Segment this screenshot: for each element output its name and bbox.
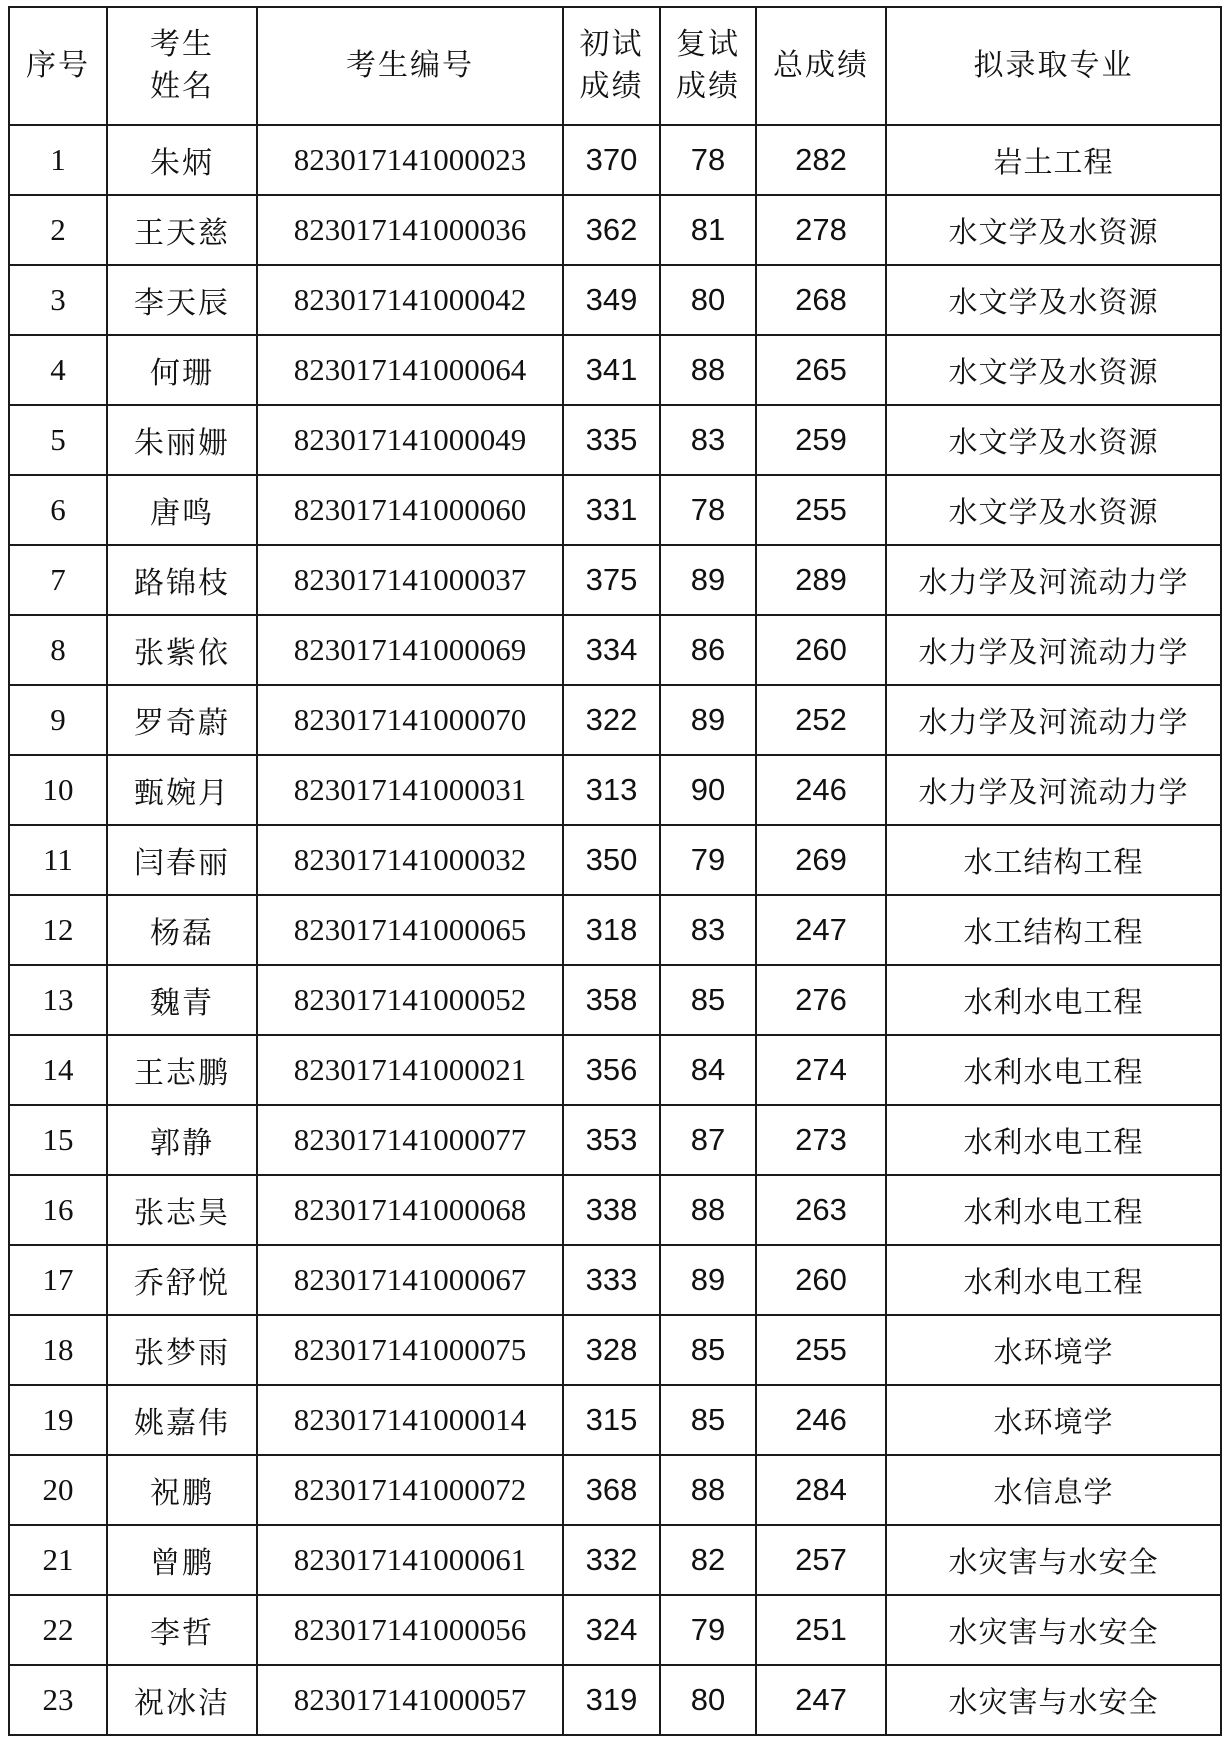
cell-name: 朱炳 <box>107 125 257 195</box>
table-row <box>9 1035 1221 1105</box>
cell-retest: 86 <box>660 615 756 685</box>
table-row <box>9 545 1221 615</box>
table-body <box>9 125 1221 1735</box>
cell-total: 282 <box>756 125 886 195</box>
cell-total: 268 <box>756 265 886 335</box>
cell-initial: 356 <box>563 1035 660 1105</box>
cell-name: 姚嘉伟 <box>107 1385 257 1455</box>
cell-id: 823017141000072 <box>257 1455 563 1525</box>
cell-name: 朱丽姗 <box>107 405 257 475</box>
cell-retest: 85 <box>660 1385 756 1455</box>
cell-major: 水利水电工程 <box>886 965 1221 1035</box>
cell-total: 247 <box>756 1665 886 1735</box>
cell-initial: 341 <box>563 335 660 405</box>
cell-name: 李天辰 <box>107 265 257 335</box>
table-row <box>9 265 1221 335</box>
cell-id: 823017141000057 <box>257 1665 563 1735</box>
cell-major: 水利水电工程 <box>886 1245 1221 1315</box>
header-id: 考生编号 <box>257 7 563 125</box>
cell-id: 823017141000056 <box>257 1595 563 1665</box>
table-row <box>9 1525 1221 1595</box>
cell-total: 265 <box>756 335 886 405</box>
cell-seq: 5 <box>9 405 107 475</box>
cell-name: 张紫依 <box>107 615 257 685</box>
cell-retest: 80 <box>660 1665 756 1735</box>
cell-seq: 3 <box>9 265 107 335</box>
cell-retest: 88 <box>660 335 756 405</box>
cell-name: 甄婉月 <box>107 755 257 825</box>
cell-total: 252 <box>756 685 886 755</box>
cell-total: 289 <box>756 545 886 615</box>
cell-initial: 362 <box>563 195 660 265</box>
cell-major: 水文学及水资源 <box>886 475 1221 545</box>
cell-retest: 89 <box>660 545 756 615</box>
cell-id: 823017141000068 <box>257 1175 563 1245</box>
cell-name: 何珊 <box>107 335 257 405</box>
cell-total: 263 <box>756 1175 886 1245</box>
cell-initial: 322 <box>563 685 660 755</box>
table-row <box>9 1665 1221 1735</box>
cell-seq: 4 <box>9 335 107 405</box>
cell-major: 水工结构工程 <box>886 825 1221 895</box>
cell-name: 魏青 <box>107 965 257 1035</box>
cell-major: 水环境学 <box>886 1385 1221 1455</box>
cell-seq: 12 <box>9 895 107 965</box>
cell-seq: 7 <box>9 545 107 615</box>
cell-seq: 16 <box>9 1175 107 1245</box>
cell-retest: 78 <box>660 475 756 545</box>
cell-id: 823017141000052 <box>257 965 563 1035</box>
cell-major: 水力学及河流动力学 <box>886 755 1221 825</box>
cell-name: 张梦雨 <box>107 1315 257 1385</box>
cell-retest: 83 <box>660 895 756 965</box>
table-row <box>9 895 1221 965</box>
cell-id: 823017141000064 <box>257 335 563 405</box>
cell-name: 路锦枝 <box>107 545 257 615</box>
cell-retest: 85 <box>660 1315 756 1385</box>
cell-initial: 350 <box>563 825 660 895</box>
cell-retest: 87 <box>660 1105 756 1175</box>
cell-name: 曾鹏 <box>107 1525 257 1595</box>
cell-total: 260 <box>756 615 886 685</box>
cell-major: 水力学及河流动力学 <box>886 545 1221 615</box>
table-row <box>9 195 1221 265</box>
cell-name: 李哲 <box>107 1595 257 1665</box>
cell-total: 247 <box>756 895 886 965</box>
cell-retest: 84 <box>660 1035 756 1105</box>
header-major: 拟录取专业 <box>886 7 1221 125</box>
cell-seq: 20 <box>9 1455 107 1525</box>
cell-initial: 335 <box>563 405 660 475</box>
cell-name: 罗奇蔚 <box>107 685 257 755</box>
table-row <box>9 475 1221 545</box>
cell-initial: 331 <box>563 475 660 545</box>
table-row <box>9 125 1221 195</box>
cell-major: 水利水电工程 <box>886 1175 1221 1245</box>
cell-total: 246 <box>756 1385 886 1455</box>
header-retest: 复试成绩 <box>660 7 756 125</box>
cell-name: 杨磊 <box>107 895 257 965</box>
cell-total: 284 <box>756 1455 886 1525</box>
cell-seq: 8 <box>9 615 107 685</box>
table-row <box>9 1595 1221 1665</box>
cell-initial: 315 <box>563 1385 660 1455</box>
cell-name: 祝鹏 <box>107 1455 257 1525</box>
cell-retest: 89 <box>660 685 756 755</box>
cell-id: 823017141000067 <box>257 1245 563 1315</box>
cell-seq: 6 <box>9 475 107 545</box>
cell-name: 闫春丽 <box>107 825 257 895</box>
cell-seq: 13 <box>9 965 107 1035</box>
table-row <box>9 755 1221 825</box>
cell-seq: 14 <box>9 1035 107 1105</box>
cell-id: 823017141000077 <box>257 1105 563 1175</box>
cell-retest: 85 <box>660 965 756 1035</box>
cell-major: 水环境学 <box>886 1315 1221 1385</box>
cell-seq: 1 <box>9 125 107 195</box>
cell-retest: 78 <box>660 125 756 195</box>
cell-major: 水利水电工程 <box>886 1035 1221 1105</box>
table-row <box>9 1105 1221 1175</box>
cell-major: 水文学及水资源 <box>886 265 1221 335</box>
header-initial: 初试成绩 <box>563 7 660 125</box>
table-row <box>9 965 1221 1035</box>
cell-major: 水文学及水资源 <box>886 195 1221 265</box>
cell-initial: 328 <box>563 1315 660 1385</box>
cell-retest: 88 <box>660 1455 756 1525</box>
cell-initial: 349 <box>563 265 660 335</box>
cell-id: 823017141000061 <box>257 1525 563 1595</box>
cell-retest: 80 <box>660 265 756 335</box>
cell-seq: 2 <box>9 195 107 265</box>
cell-seq: 17 <box>9 1245 107 1315</box>
table-row <box>9 825 1221 895</box>
cell-total: 259 <box>756 405 886 475</box>
cell-id: 823017141000037 <box>257 545 563 615</box>
cell-initial: 375 <box>563 545 660 615</box>
cell-id: 823017141000049 <box>257 405 563 475</box>
cell-retest: 82 <box>660 1525 756 1595</box>
cell-id: 823017141000014 <box>257 1385 563 1455</box>
header-name: 考生姓名 <box>107 7 257 125</box>
cell-retest: 81 <box>660 195 756 265</box>
cell-initial: 353 <box>563 1105 660 1175</box>
cell-seq: 23 <box>9 1665 107 1735</box>
cell-name: 祝冰洁 <box>107 1665 257 1735</box>
cell-initial: 324 <box>563 1595 660 1665</box>
cell-seq: 21 <box>9 1525 107 1595</box>
cell-major: 水灾害与水安全 <box>886 1665 1221 1735</box>
cell-total: 251 <box>756 1595 886 1665</box>
cell-major: 水文学及水资源 <box>886 335 1221 405</box>
header-total: 总成绩 <box>756 7 886 125</box>
cell-seq: 11 <box>9 825 107 895</box>
cell-seq: 10 <box>9 755 107 825</box>
cell-seq: 9 <box>9 685 107 755</box>
cell-total: 260 <box>756 1245 886 1315</box>
cell-initial: 368 <box>563 1455 660 1525</box>
cell-total: 276 <box>756 965 886 1035</box>
cell-major: 水灾害与水安全 <box>886 1525 1221 1595</box>
cell-major: 水力学及河流动力学 <box>886 685 1221 755</box>
cell-id: 823017141000021 <box>257 1035 563 1105</box>
header-row <box>9 7 1221 125</box>
cell-initial: 318 <box>563 895 660 965</box>
cell-major: 水信息学 <box>886 1455 1221 1525</box>
cell-total: 269 <box>756 825 886 895</box>
cell-major: 水力学及河流动力学 <box>886 615 1221 685</box>
cell-name: 唐鸣 <box>107 475 257 545</box>
table-row <box>9 335 1221 405</box>
table-row <box>9 1245 1221 1315</box>
table-row <box>9 1385 1221 1455</box>
cell-seq: 22 <box>9 1595 107 1665</box>
header-seq: 序号 <box>9 7 107 125</box>
table-row <box>9 685 1221 755</box>
cell-major: 水灾害与水安全 <box>886 1595 1221 1665</box>
cell-major: 水利水电工程 <box>886 1105 1221 1175</box>
cell-major: 岩土工程 <box>886 125 1221 195</box>
cell-initial: 313 <box>563 755 660 825</box>
cell-initial: 334 <box>563 615 660 685</box>
cell-major: 水文学及水资源 <box>886 405 1221 475</box>
cell-id: 823017141000065 <box>257 895 563 965</box>
cell-name: 郭静 <box>107 1105 257 1175</box>
table-row <box>9 1175 1221 1245</box>
table-row <box>9 405 1221 475</box>
cell-name: 王志鹏 <box>107 1035 257 1105</box>
cell-initial: 358 <box>563 965 660 1035</box>
cell-total: 246 <box>756 755 886 825</box>
cell-initial: 332 <box>563 1525 660 1595</box>
cell-name: 张志昊 <box>107 1175 257 1245</box>
cell-retest: 79 <box>660 825 756 895</box>
table-row <box>9 1315 1221 1385</box>
cell-id: 823017141000031 <box>257 755 563 825</box>
cell-id: 823017141000060 <box>257 475 563 545</box>
cell-id: 823017141000075 <box>257 1315 563 1385</box>
cell-total: 255 <box>756 1315 886 1385</box>
cell-initial: 319 <box>563 1665 660 1735</box>
cell-initial: 338 <box>563 1175 660 1245</box>
cell-retest: 90 <box>660 755 756 825</box>
table-row <box>9 1455 1221 1525</box>
cell-total: 255 <box>756 475 886 545</box>
table-row <box>9 615 1221 685</box>
cell-total: 257 <box>756 1525 886 1595</box>
cell-name: 乔舒悦 <box>107 1245 257 1315</box>
cell-id: 823017141000036 <box>257 195 563 265</box>
cell-id: 823017141000069 <box>257 615 563 685</box>
cell-major: 水工结构工程 <box>886 895 1221 965</box>
cell-retest: 83 <box>660 405 756 475</box>
cell-id: 823017141000070 <box>257 685 563 755</box>
cell-seq: 18 <box>9 1315 107 1385</box>
cell-initial: 370 <box>563 125 660 195</box>
cell-retest: 79 <box>660 1595 756 1665</box>
cell-id: 823017141000023 <box>257 125 563 195</box>
cell-seq: 19 <box>9 1385 107 1455</box>
cell-id: 823017141000032 <box>257 825 563 895</box>
cell-id: 823017141000042 <box>257 265 563 335</box>
cell-name: 王天慈 <box>107 195 257 265</box>
cell-total: 278 <box>756 195 886 265</box>
cell-total: 274 <box>756 1035 886 1105</box>
cell-initial: 333 <box>563 1245 660 1315</box>
cell-seq: 15 <box>9 1105 107 1175</box>
cell-retest: 88 <box>660 1175 756 1245</box>
admission-table <box>8 6 1222 1736</box>
cell-retest: 89 <box>660 1245 756 1315</box>
cell-total: 273 <box>756 1105 886 1175</box>
